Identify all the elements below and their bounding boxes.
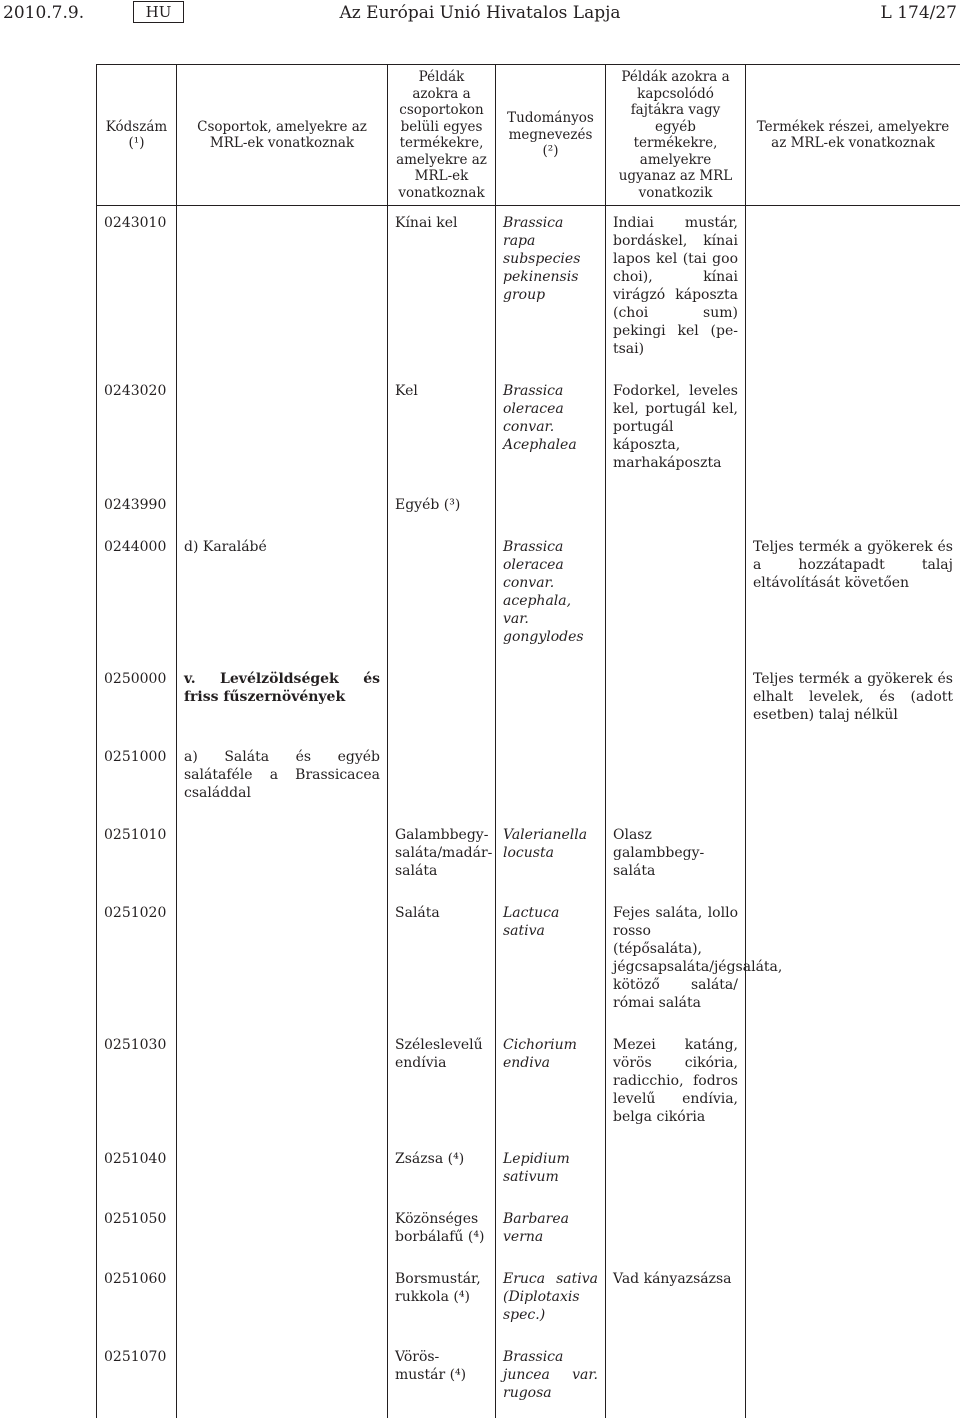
cell-scientific: Brassica oleracea convar. acephala, var. gongylodes (496, 530, 606, 662)
table-row (97, 374, 960, 488)
publication-date: 2010.7.9. (3, 3, 84, 23)
table-row (97, 662, 960, 740)
cell-group (177, 374, 388, 488)
col-header-examples: Példák azokra a kapcsolódó fajtákra vagy egyéb termékekre, amelyekre ugyanaz az MRL vonatkozik (606, 65, 746, 206)
cell-parts (746, 1340, 960, 1418)
cell-parts (746, 374, 960, 488)
table-row (97, 1028, 960, 1142)
cell-parts (746, 1202, 960, 1262)
col-header-parts: Termékek részei, amelyekre az MRL-ek vonatkoznak (746, 65, 960, 206)
col-header-product: Példák azokra a csoportokon belüli egyes termékekre, amelyekre az MRL-ek vonatkoznak (388, 65, 496, 206)
cell-group: a) Saláta és egyéb salátaféle a Brassicacea családdal (177, 740, 388, 818)
table-row (97, 1340, 960, 1418)
cell-group (177, 1340, 388, 1418)
cell-parts (746, 818, 960, 896)
cell-parts (746, 1142, 960, 1202)
cell-code: 0243010 (97, 206, 177, 375)
cell-examples: Fejes saláta, lollo rosso (tépősaláta), jégcsapsaláta/jégsaláta, kötöző saláta/ római saláta (606, 896, 746, 1028)
cell-scientific: Brassica oleracea convar. Acephalea (496, 374, 606, 488)
cell-product: Zsázsa (⁴) (388, 1142, 496, 1202)
cell-group (177, 488, 388, 530)
cell-code: 0243990 (97, 488, 177, 530)
cell-examples: Fodorkel, leveles kel, portugál kel, portugál káposzta, marhakáposzta (606, 374, 746, 488)
cell-product: Kel (388, 374, 496, 488)
cell-scientific: Eruca sativa (Diplotaxis spec.) (496, 1262, 606, 1340)
page-header (0, 0, 960, 30)
cell-examples (606, 662, 746, 740)
cell-code: 0251010 (97, 818, 177, 896)
table-row (97, 896, 960, 1028)
table-row (97, 1202, 960, 1262)
cell-parts (746, 488, 960, 530)
cell-group (177, 206, 388, 375)
cell-code: 0250000 (97, 662, 177, 740)
cell-product: Borsmustár, rukkola (⁴) (388, 1262, 496, 1340)
table-row (97, 1262, 960, 1340)
cell-parts (746, 1028, 960, 1142)
cell-scientific: Valerianella locusta (496, 818, 606, 896)
cell-group (177, 818, 388, 896)
cell-examples (606, 1340, 746, 1418)
cell-examples (606, 530, 746, 662)
cell-code: 0251020 (97, 896, 177, 1028)
cell-group (177, 896, 388, 1028)
cell-product: Vörös-mustár (⁴) (388, 1340, 496, 1418)
cell-code: 0244000 (97, 530, 177, 662)
cell-examples (606, 1142, 746, 1202)
cell-product (388, 530, 496, 662)
cell-parts: Teljes termék a gyökerek és elhalt levelek, és (adott esetben) talaj nélkül (746, 662, 960, 740)
cell-product: Egyéb (³) (388, 488, 496, 530)
cell-examples: Mezei katáng, vörös cikória, radicchio, fodros levelű endívia, belga cikória (606, 1028, 746, 1142)
cell-code: 0251000 (97, 740, 177, 818)
cell-group (177, 1028, 388, 1142)
table-row (97, 1142, 960, 1202)
cell-scientific: Lactuca sativa (496, 896, 606, 1028)
cell-scientific: Brassica rapa subspecies pekinensis group (496, 206, 606, 375)
table-row (97, 530, 960, 662)
table-row (97, 488, 960, 530)
cell-group: v. Levélzöldségek és friss fűszernövények (177, 662, 388, 740)
cell-examples: Indiai mustár, bordáskel, kínai lapos kel (tai goo choi), kínai virágzó káposzta (choi sum) pekingi kel (pe-tsai) (606, 206, 746, 375)
table-header-row (97, 65, 960, 206)
cell-parts (746, 740, 960, 818)
cell-code: 0251030 (97, 1028, 177, 1142)
cell-group (177, 1202, 388, 1262)
table-row (97, 740, 960, 818)
cell-product: Saláta (388, 896, 496, 1028)
table-row (97, 206, 960, 375)
cell-code: 0251060 (97, 1262, 177, 1340)
cell-scientific (496, 662, 606, 740)
cell-scientific: Lepidium sativum (496, 1142, 606, 1202)
table-row (97, 818, 960, 896)
cell-scientific (496, 488, 606, 530)
cell-product: Széleslevelű endívia (388, 1028, 496, 1142)
cell-product (388, 662, 496, 740)
cell-parts: Teljes termék a gyökerek és a hozzátapadt talaj eltávolítását követően (746, 530, 960, 662)
language-badge: HU (133, 1, 184, 23)
cell-examples (606, 1202, 746, 1262)
cell-code: 0251070 (97, 1340, 177, 1418)
cell-examples (606, 740, 746, 818)
col-header-scientific: Tudományos megnevezés (²) (496, 65, 606, 206)
cell-product: Kínai kel (388, 206, 496, 375)
col-header-group: Csoportok, amelyekre az MRL-ek vonatkoznak (177, 65, 388, 206)
cell-examples: Vad kányazsázsa (606, 1262, 746, 1340)
cell-scientific: Cichorium endiva (496, 1028, 606, 1142)
cell-examples (606, 488, 746, 530)
cell-scientific: Brassica juncea var. rugosa (496, 1340, 606, 1418)
cell-code: 0251040 (97, 1142, 177, 1202)
col-header-code: Kódszám (¹) (97, 65, 177, 206)
cell-product: Közönséges borbálafű (⁴) (388, 1202, 496, 1262)
cell-code: 0251050 (97, 1202, 177, 1262)
cell-scientific: Barbarea verna (496, 1202, 606, 1262)
cell-parts (746, 206, 960, 375)
page-number: L 174/27 (881, 3, 958, 23)
cell-group (177, 1142, 388, 1202)
cell-product (388, 740, 496, 818)
journal-title: Az Európai Unió Hivatalos Lapja (0, 3, 960, 23)
cell-examples: Olasz galambbegy-saláta (606, 818, 746, 896)
cell-code: 0243020 (97, 374, 177, 488)
cell-parts (746, 1262, 960, 1340)
cell-group (177, 1262, 388, 1340)
cell-product: Galambbegy-saláta/madár-saláta (388, 818, 496, 896)
cell-group: d) Karalábé (177, 530, 388, 662)
cell-scientific (496, 740, 606, 818)
mrl-table (96, 64, 960, 1418)
